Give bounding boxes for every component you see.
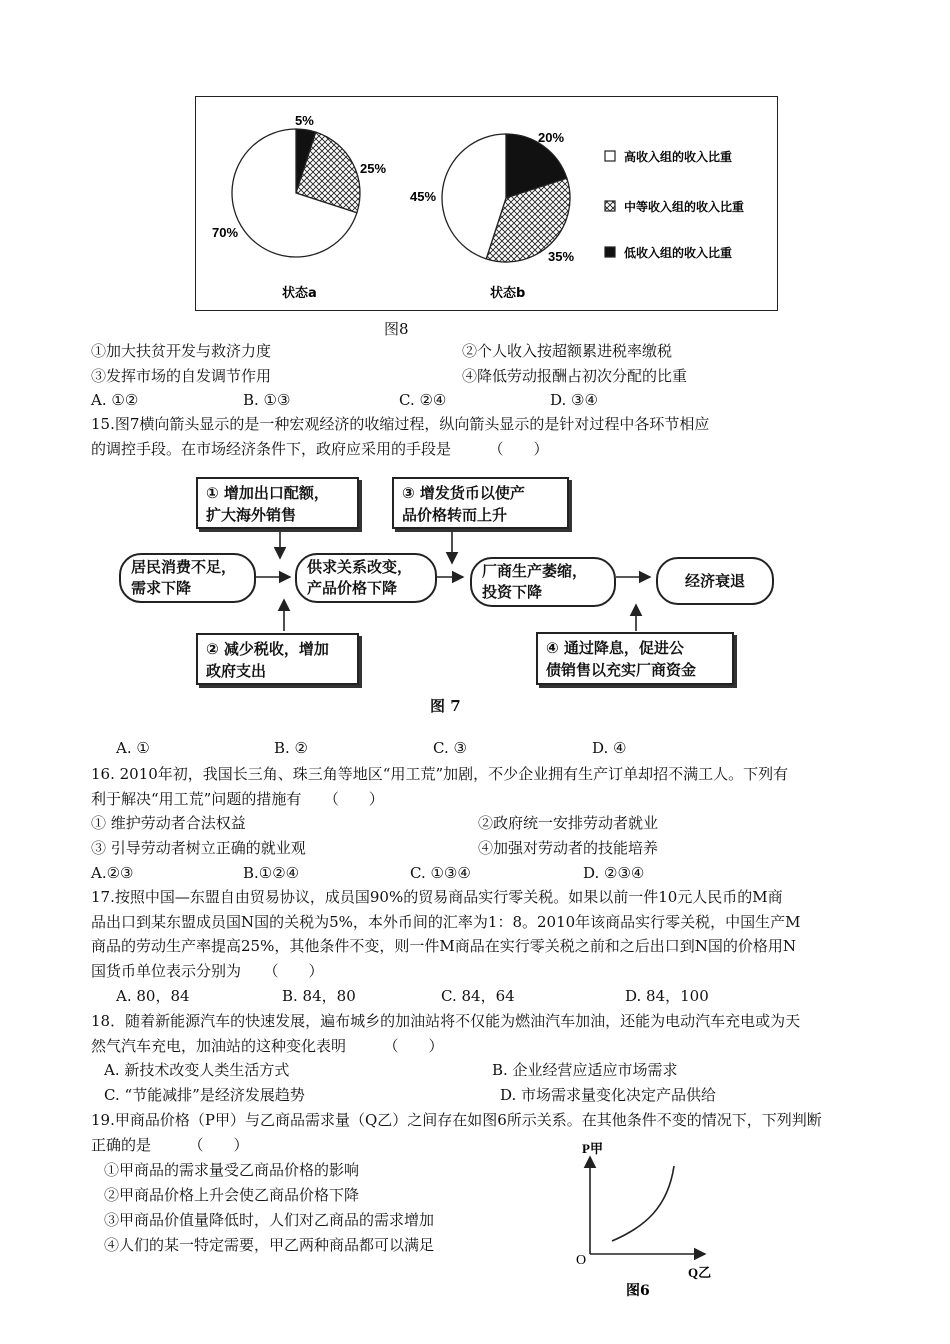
- figure-8-caption: 图8: [384, 320, 409, 338]
- fig7-step-3-line-1: 厂商生产萎缩，: [482, 562, 588, 580]
- q19-option-2: ②甲商品价格上升会使乙商品价格下降: [104, 1186, 360, 1204]
- pie-a-high-label: 70%: [212, 225, 239, 240]
- fig7-step-1-line-2: 需求下降: [131, 579, 192, 597]
- fig7-step-3: [470, 557, 616, 607]
- pie-b-low-label: 20%: [538, 130, 565, 145]
- pie-a-middle-label: 25%: [360, 161, 387, 176]
- legend-middle-label: 中等收入组的收入比重: [624, 200, 745, 214]
- q16-option-1: ① 维护劳动者合法权益: [91, 814, 246, 832]
- q19-option-1: ①甲商品的需求量受乙商品价格的影响: [104, 1161, 360, 1179]
- legend-high-label: 高收入组的收入比重: [624, 150, 733, 164]
- q14-option-3: ③发挥市场的自发调节作用: [91, 367, 272, 385]
- fig7-step-4: [656, 557, 774, 605]
- q16-option-3: ③ 引导劳动者树立正确的就业观: [91, 839, 306, 857]
- q15-stem-line-1: 15.图7横向箭头显示的是一种宏观经济的收缩过程，纵向箭头显示的是针对过程中各环节相应: [91, 415, 710, 433]
- fig7-step-2-line-2: 产品价格下降: [307, 579, 398, 597]
- fig6-origin-label: O: [576, 1253, 587, 1268]
- fig7-measure-1-box: [196, 477, 359, 529]
- q19-stem-line-1: 19.甲商品价格（P甲）与乙商品需求量（Q乙）之间存在如图6所示关系。在其他条件不变的情况下，下列判断: [91, 1111, 822, 1129]
- q14-option-2: ②个人收入按超额累进税率缴税: [462, 342, 673, 360]
- fig7-measure-4-box: [536, 632, 734, 685]
- fig7-measure-3-line-2: 品价格转而上升: [402, 506, 508, 524]
- q16-stem-line-2: 利于解决“用工荒”问题的措施有 （ ）: [91, 790, 384, 808]
- q18-choice-a: A. 新技术改变人类生活方式: [104, 1061, 290, 1079]
- fig7-measure-2-line-1: ② 减少税收，增加: [206, 640, 329, 658]
- q19-option-4: ④人们的某一特定需要，甲乙两种商品都可以满足: [104, 1236, 435, 1254]
- q18-choice-d: D. 市场需求量变化决定产品供给: [500, 1086, 717, 1104]
- q14-choice-a: A. ①②: [91, 391, 139, 409]
- q15-choice-a: A. ①: [116, 739, 150, 757]
- q14-choice-d: D. ③④: [550, 391, 598, 409]
- fig7-measure-1-line-2: 扩大海外销售: [206, 506, 297, 524]
- q19-stem-line-2: 正确的是 （ ）: [91, 1136, 249, 1154]
- fig7-step-2-line-1: 供求关系改变，: [307, 558, 413, 576]
- q15-choice-c: C. ③: [433, 739, 467, 757]
- q14-option-1: ①加大扶贫开发与救济力度: [91, 342, 272, 360]
- q14-option-4: ④降低劳动报酬占初次分配的比重: [462, 367, 688, 385]
- figure-6-caption: 图6: [626, 1283, 650, 1299]
- state-a-label: 状态a: [282, 286, 317, 301]
- fig7-measure-2-line-2: 政府支出: [206, 662, 267, 680]
- q15-choice-b: B. ②: [274, 739, 309, 757]
- fig7-measure-3-box: [392, 477, 569, 529]
- q18-stem-line-2: 然气汽车充电，加油站的这种变化表明 （ ）: [91, 1037, 444, 1055]
- q17-choice-a: A. 80，84: [116, 987, 190, 1005]
- fig7-measure-1-line-1: ① 增加出口配额，: [206, 484, 329, 502]
- q17-stem-line-3: 商品的劳动生产率提高25%，其他条件不变，则一件M商品在实行零关税之前和之后出口到N国的价格用N: [91, 937, 796, 955]
- fig7-measure-3-line-1: ③ 增发货币以使产: [402, 484, 525, 502]
- q17-stem-line-4: 国货币单位表示分别为 （ ）: [91, 962, 324, 980]
- q16-choice-a: A.②③: [91, 864, 134, 882]
- figure-6-graph: [560, 1135, 740, 1315]
- q16-option-4: ④加强对劳动者的技能培养: [478, 839, 659, 857]
- figure-7-caption: 图 7: [430, 697, 461, 715]
- q14-choice-c: C. ②④: [399, 391, 447, 409]
- q16-choice-c: C. ①③④: [410, 864, 471, 882]
- q17-choice-c: C. 84，64: [441, 987, 515, 1005]
- fig7-step-3-line-2: 投资下降: [482, 583, 543, 601]
- fig7-step-1-line-1: 居民消费不足，: [131, 558, 237, 576]
- q16-choice-b: B.①②④: [243, 864, 300, 882]
- fig6-x-axis-label: Q乙: [688, 1265, 712, 1280]
- q16-option-2: ②政府统一安排劳动者就业: [478, 814, 659, 832]
- fig7-measure-4-line-2: 债销售以充实厂商资金: [546, 661, 697, 679]
- q15-choice-d: D. ④: [592, 739, 627, 757]
- fig7-step-2: [295, 553, 437, 603]
- q18-choice-b: B. 企业经营应适应市场需求: [492, 1061, 678, 1079]
- q18-stem-line-1: 18．随着新能源汽车的快速发展，遍布城乡的加油站将不仅能为燃油汽车加油，还能为电动汽车充电或为天: [91, 1012, 801, 1030]
- pie-b-middle-label: 35%: [548, 249, 575, 264]
- q17-choice-d: D. 84，100: [625, 987, 709, 1005]
- q19-option-3: ③甲商品价值量降低时，人们对乙商品的需求增加: [104, 1211, 435, 1229]
- q17-stem-line-1: 17.按照中国—东盟自由贸易协议，成员国90%的贸易商品实行零关税。如果以前一件10元人民币的M商: [91, 888, 783, 906]
- q16-choice-d: D. ②③④: [583, 864, 645, 882]
- fig7-measure-2-box: [196, 633, 359, 685]
- pie-b-high-label: 45%: [410, 189, 437, 204]
- q17-choice-b: B. 84，80: [282, 987, 356, 1005]
- q15-stem-line-2: 的调控手段。在市场经济条件下，政府应采用的手段是 （ ）: [91, 440, 549, 458]
- q14-choice-b: B. ①③: [243, 391, 291, 409]
- q16-stem-line-1: 16. 2010年初，我国长三角、珠三角等地区“用工荒”加剧，不少企业拥有生产订单却招不满工人。下列有: [91, 765, 789, 783]
- q17-stem-line-2: 品出口到某东盟成员国N国的关税为5%，本外币间的汇率为1：8。2010年该商品实行零关税，中国生产M: [91, 913, 801, 931]
- legend-low-label: 低收入组的收入比重: [624, 246, 733, 260]
- fig7-step-1: [119, 553, 256, 603]
- state-b-label: 状态b: [490, 286, 526, 301]
- pie-a-low-label: 5%: [295, 113, 314, 128]
- fig6-y-axis-label: P甲: [582, 1141, 603, 1156]
- q18-choice-c: C. “节能减排”是经济发展趋势: [104, 1086, 305, 1104]
- fig7-measure-4-line-1: ④ 通过降息，促进公: [546, 639, 684, 657]
- fig7-step-4-label: 经济衰退: [684, 571, 745, 590]
- fig6-curve: [612, 1166, 674, 1241]
